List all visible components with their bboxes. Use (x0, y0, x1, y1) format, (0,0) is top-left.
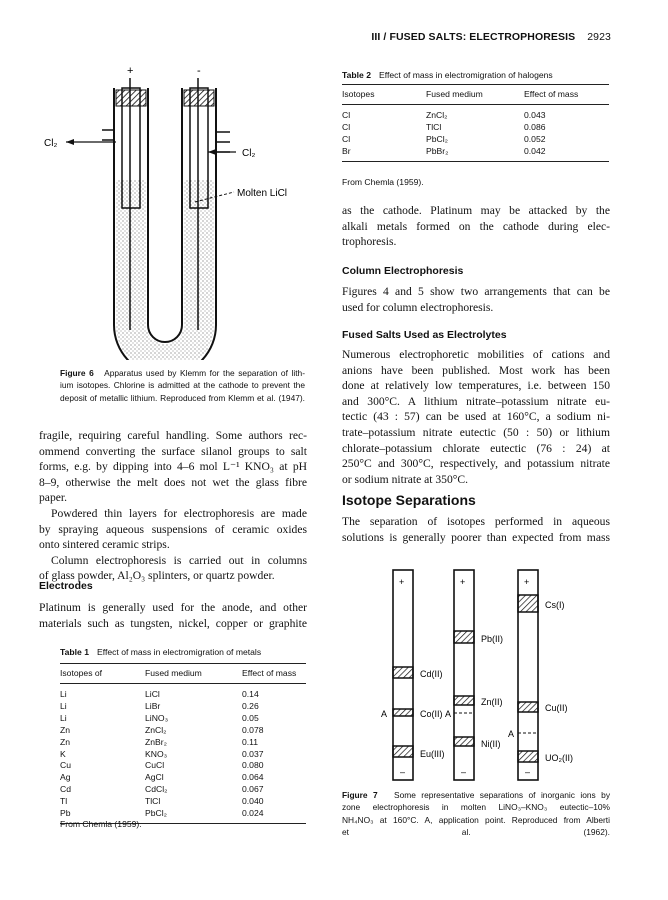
table-cell: 0.067 (242, 784, 264, 795)
text-line: as the cathode. Platinum may be attacked by the (342, 204, 610, 217)
band-label: Zn(II) (481, 697, 503, 707)
table-cell: ZnCl₂ (145, 724, 167, 735)
table-row (342, 105, 609, 122)
table-row (60, 684, 306, 701)
text-line: materials such as tungsten, nickel, copper or graphite (39, 616, 307, 630)
table-cell: 0.080 (242, 760, 264, 771)
figure-7-strips (334, 560, 668, 785)
text-line: Platinum is generally used for the anode, and other (39, 601, 307, 614)
table-cell: ZnCl₂ (426, 110, 448, 120)
table-cell: 0.052 (524, 133, 546, 144)
text-line: trate–potassium nitrate eutectic (50 : 50) or lithium (342, 425, 610, 439)
text-line: onto sintered ceramic strips. (39, 538, 170, 552)
table-row (60, 772, 306, 784)
figure-6-apparatus (30, 60, 320, 360)
table-cell: TlCl (145, 796, 161, 807)
table-cell: Cu (60, 760, 71, 771)
table-cell: 0.040 (242, 796, 264, 807)
table-cell: PbCl₂ (426, 133, 448, 144)
table-cell: LiNO₃ (145, 712, 169, 723)
table-cell: Br (342, 146, 426, 161)
table-cell: K (60, 748, 66, 759)
table-row (60, 749, 306, 761)
text-line: or sodium nitrate at 350°C. (342, 472, 469, 486)
figure-7-caption (342, 789, 610, 838)
text-line: 8–9, otherwise the melt does not wet the glass fibre (39, 475, 307, 489)
table-1-label: Table 1 (60, 647, 89, 657)
table-cell: Ag (60, 772, 71, 783)
table-1-caption: Effect of mass in electromigration of metals (96, 647, 262, 657)
strip-1 (381, 570, 445, 780)
column-header: Isotopes of (60, 664, 145, 684)
figure-6-caption (60, 367, 305, 404)
table-cell: Pb (60, 808, 145, 823)
column-header: Fused medium (145, 664, 242, 684)
text-line: used for column electrophoresis. (342, 300, 494, 314)
table-cell: Cd (60, 784, 71, 795)
isotope-separations-text (342, 514, 610, 545)
table-cell: Li (60, 700, 67, 711)
anode-plus-label: + (127, 65, 134, 77)
table-cell: Zn (60, 736, 71, 747)
plus-label: + (399, 577, 405, 587)
table-row (342, 134, 609, 146)
isotope-separations-heading: Isotope Separations (342, 492, 476, 508)
strip-2 (445, 570, 503, 780)
table-cell: 0.024 (242, 808, 306, 823)
table-1-source: From Chemla (1959). (60, 819, 142, 829)
caption-line: ium isotopes. Chlorine is admitted at the cathode to prevent the (60, 380, 305, 391)
table-cell: 0.064 (242, 772, 264, 783)
strip-3 (508, 570, 573, 780)
cl2-inlet-label: Cl₂ (44, 138, 58, 149)
text-line: done at relatively low temperatures, i.e. between 150 (342, 379, 610, 393)
table-cell: CdCl₂ (145, 784, 168, 795)
plus-label: + (460, 577, 466, 587)
caption-line: et al. (1962). (342, 826, 610, 837)
table-cell: AgCl (145, 772, 164, 783)
application-point-label: A (445, 709, 452, 719)
band-label: Eu(III) (420, 749, 445, 759)
band-label: UO₂(II) (545, 753, 573, 763)
table-cell: Cl (342, 121, 351, 132)
table-row (342, 122, 609, 134)
electrodes-heading: Electrodes (39, 580, 93, 592)
table-cell: 0.11 (242, 736, 259, 747)
electrodes-text (39, 600, 307, 631)
text-line: by spraying aqueous suspensions of ceramic oxides (39, 522, 307, 536)
text-line: anions have been published. Most work has been (342, 363, 610, 377)
band-label: Ni(II) (481, 739, 501, 749)
table-row (342, 146, 609, 161)
band-label: Cs(I) (545, 600, 565, 610)
table-cell: Tl (60, 796, 68, 807)
text-line: tectic (43 : 57) can be used at 160°C, a sodium ni- (342, 410, 610, 424)
table-cell: Cl (342, 133, 351, 144)
caption-line: Apparatus used by Klemm for the separation of lith- (104, 368, 305, 378)
table-cell: 0.043 (524, 110, 546, 120)
running-header (371, 31, 611, 43)
text-line: ommend converting the surface silanol groups to salt (39, 444, 307, 458)
band-label: Pb(II) (481, 634, 504, 644)
table-cell: 0.037 (242, 748, 264, 759)
table-1 (60, 663, 306, 824)
molten-licl-label: Molten LiCl (237, 188, 288, 199)
table-2-label: Table 2 (342, 70, 371, 80)
text-line: Figures 4 and 5 show two arrangements that can be (342, 285, 610, 298)
caption-line: NH₄NO₃ at 160°C. A, application point. Reproduced from Alberti (342, 814, 610, 825)
text-line: 250°C and 300°C, respectively, and potassium nitrate (342, 457, 610, 471)
table-cell: 0.14 (242, 689, 259, 699)
table-cell: Cl (342, 110, 351, 120)
text-line: Column electrophoresis is carried out in columns (51, 553, 307, 567)
caption-line: Some representative separations of inorganic ions by (393, 790, 611, 800)
band-label: Cd(II) (420, 669, 443, 679)
table-row (60, 796, 306, 808)
text-line: of glass powder, Al₂O₃ splinters, or quartz powder. (39, 569, 275, 583)
text-line: Powdered thin layers for electrophoresis are made (51, 506, 307, 520)
minus-label: – (461, 767, 467, 777)
column-header: Fused medium (426, 85, 524, 105)
caption-line: deposit of metallic lithium. Reproduced from Klemm et al. (1947). (60, 392, 305, 403)
text-line: solutions is generally poorer than expected from mass (342, 530, 610, 544)
table-cell: Li (60, 712, 67, 723)
table-cell: 0.042 (524, 146, 609, 161)
column-electrophoresis-text (342, 284, 610, 315)
table-cell: Zn (60, 724, 71, 735)
table-cell: ZnBr₂ (145, 736, 167, 747)
table-cell: PbCl₂ (145, 808, 242, 823)
table-2-caption: Effect of mass in electromigration of halogens (378, 70, 553, 80)
band-label: Cu(II) (545, 703, 568, 713)
table-cell: PbBr₂ (426, 146, 524, 161)
table-row (60, 725, 306, 737)
table-cell: TlCl (426, 121, 442, 132)
table-row (60, 701, 306, 713)
figure-7-label: Figure 7 (342, 790, 378, 800)
table-cell: LiCl (145, 689, 160, 699)
minus-label: – (400, 767, 406, 777)
text-line: chlorate–potassium chlorate eutectic (76 : 24) at (342, 441, 610, 455)
column-header: Effect of mass (524, 85, 609, 105)
table-2-source: From Chemla (1959). (342, 177, 424, 187)
text-line: paper. (39, 491, 68, 505)
table-2-title (342, 70, 553, 80)
left-body-text (39, 428, 307, 584)
fused-salts-text (342, 347, 610, 487)
minus-label: – (525, 767, 531, 777)
caption-line: zone electrophoresis in molten LiNO₃–KNO₃ eutectic–10% (342, 802, 610, 813)
text-line: alkali metals formed on the cathode during elec- (342, 219, 610, 233)
table-row (60, 784, 306, 796)
text-line: fragile, requiring careful handling. Some authors rec- (39, 429, 307, 442)
table-cell: LiBr (145, 700, 161, 711)
table-cell: KNO₃ (145, 748, 168, 759)
figure-6-label: Figure 6 (60, 368, 94, 378)
application-point-label: A (381, 709, 388, 719)
right-body-text (342, 203, 610, 250)
text-line: forms, e.g. by dipping into 4–6 mol L⁻¹ KNO₃ at pH (39, 460, 307, 474)
application-point-label: A (508, 729, 515, 739)
table-cell: 0.26 (242, 700, 259, 711)
text-line: and 300°C. A lithium nitrate–potassium nitrate eu- (342, 394, 610, 408)
table-1-title (60, 647, 261, 657)
table-cell: 0.078 (242, 724, 264, 735)
band-label: Co(II) (420, 709, 443, 719)
fused-salts-heading: Fused Salts Used as Electrolytes (342, 329, 507, 341)
table-row (60, 737, 306, 749)
header-title: III / FUSED SALTS: ELECTROPHORESIS (371, 31, 576, 43)
table-row (60, 713, 306, 725)
cl2-outlet-label: Cl₂ (242, 148, 256, 159)
text-line: Numerous electrophoretic mobilities of cations and (342, 348, 610, 361)
table-cell: 0.05 (242, 712, 259, 723)
table-row (60, 760, 306, 772)
page-number: 2923 (587, 31, 611, 43)
table-cell: 0.086 (524, 121, 546, 132)
plus-label: + (524, 577, 530, 587)
cathode-minus-label: - (197, 65, 201, 77)
table-cell: CuCl (145, 760, 165, 771)
table-2 (342, 84, 609, 162)
text-line: trophoresis. (342, 235, 397, 249)
column-header: Effect of mass (242, 664, 306, 684)
table-cell: Li (60, 689, 67, 699)
text-line: The separation of isotopes performed in aqueous (342, 515, 610, 528)
column-header: Isotopes (342, 85, 426, 105)
column-electrophoresis-heading: Column Electrophoresis (342, 265, 464, 277)
